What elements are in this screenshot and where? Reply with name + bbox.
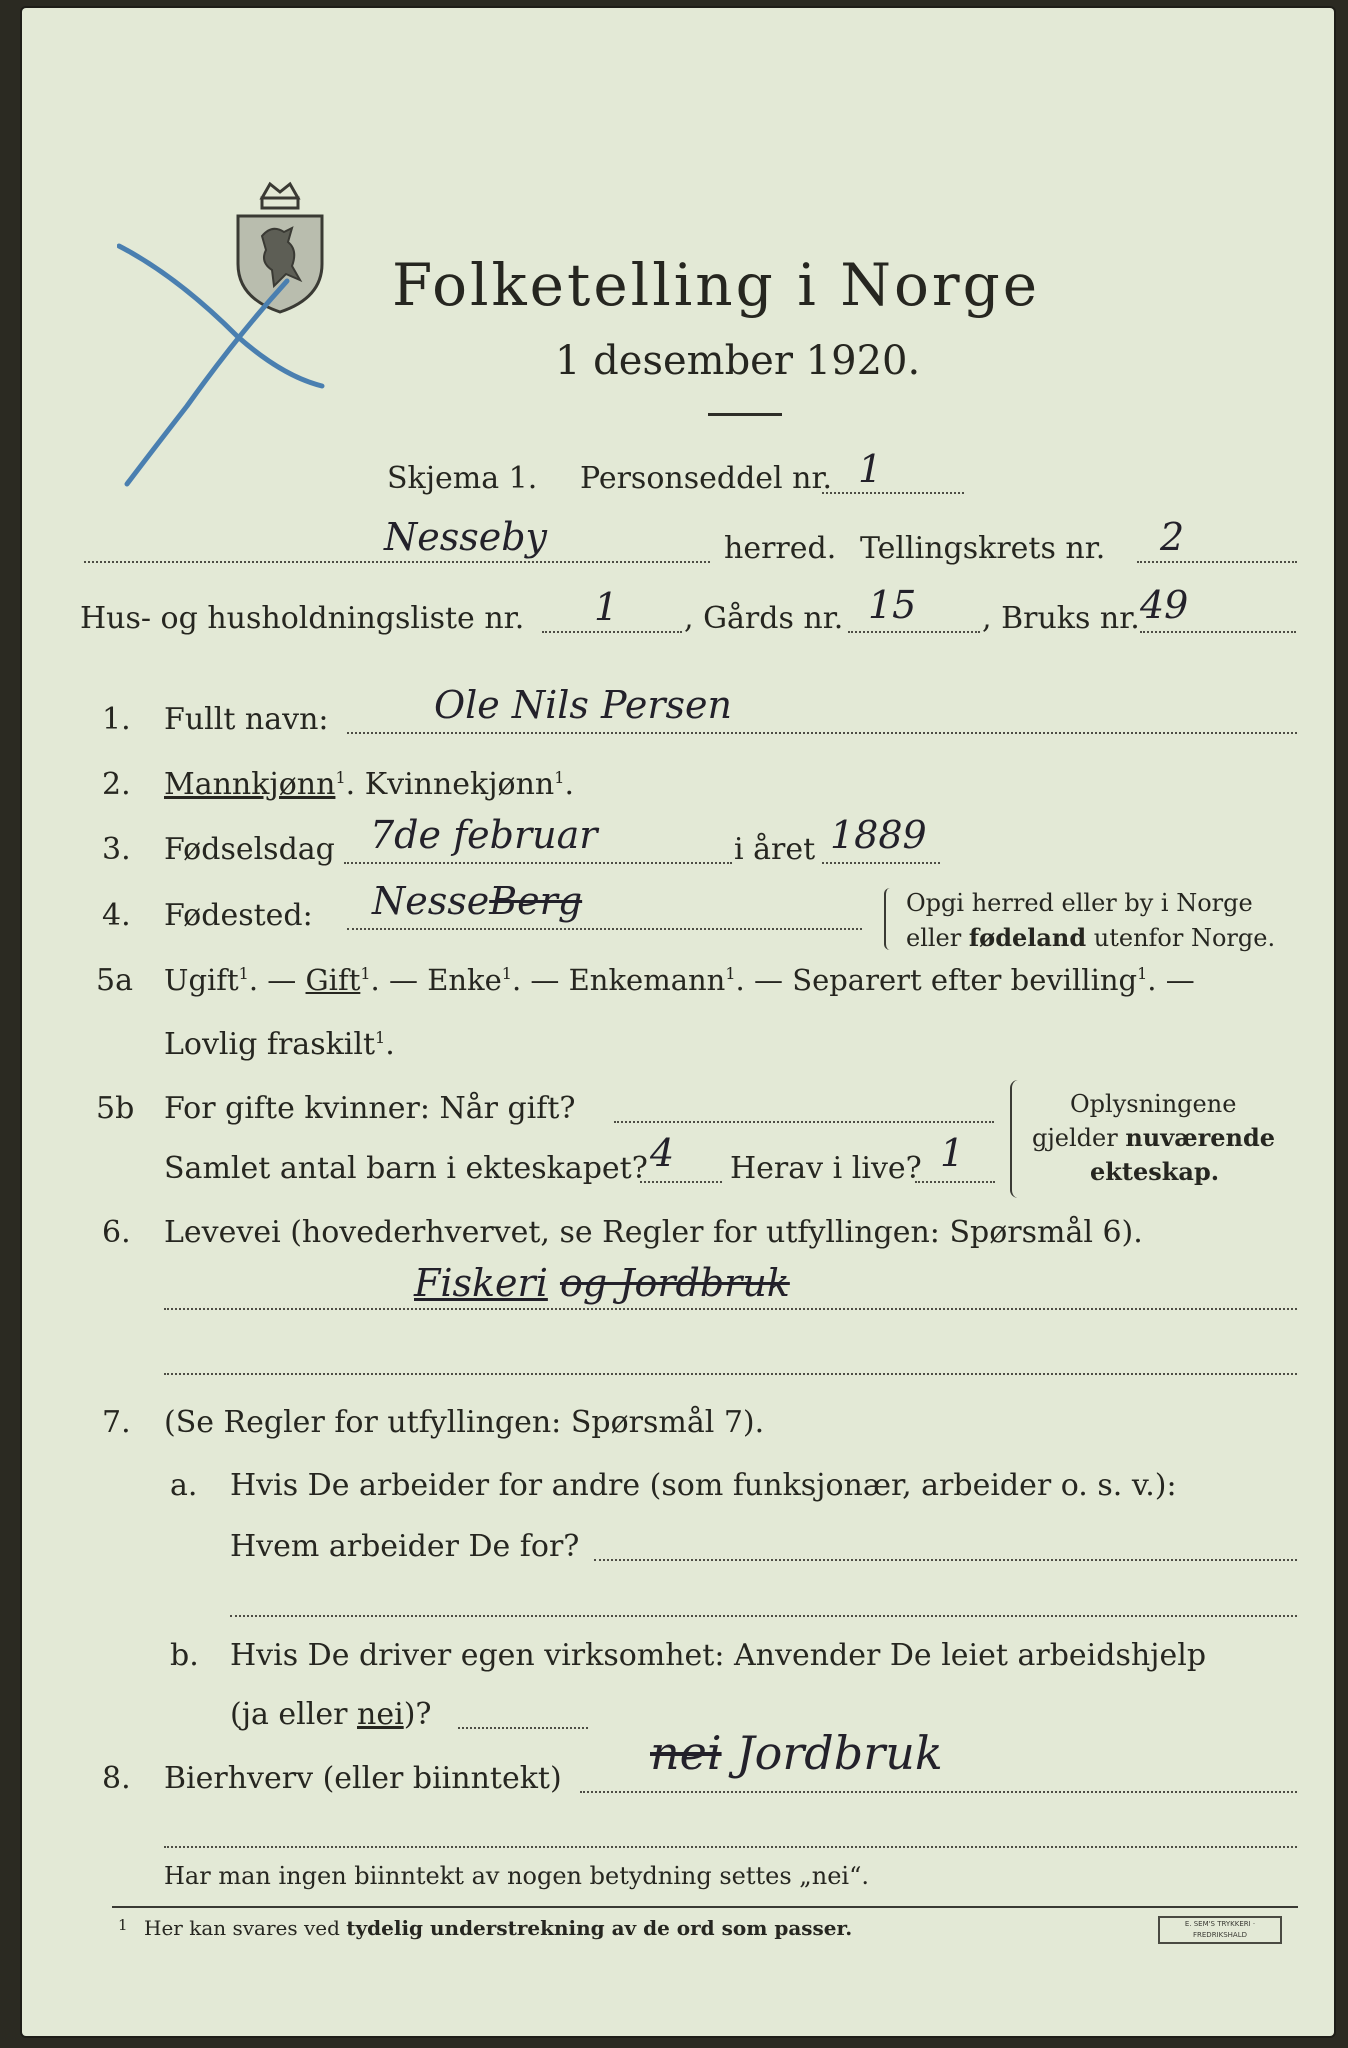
hus-field[interactable]	[542, 631, 682, 633]
form-title: Folketelling i Norge	[392, 251, 1041, 319]
q5b-label: For gifte kvinner: Når gift?	[164, 1091, 576, 1126]
title-rule	[708, 413, 782, 416]
q5a-enke-option[interactable]: Enke	[427, 963, 502, 997]
q7b-letter: b.	[170, 1638, 199, 1673]
hus-label: Hus- og husholdningsliste nr.	[80, 601, 525, 636]
personseddel-value: 1	[858, 447, 883, 491]
q5a-fraskilt-line: Lovlig fraskilt$^1$.	[164, 1027, 395, 1062]
q5a-enkemann-option[interactable]: Enkemann	[568, 963, 726, 997]
q1-label: Fullt navn:	[164, 702, 329, 737]
q4-number: 4.	[102, 898, 131, 933]
q5b-note-line1: Oplysningene	[1070, 1090, 1237, 1118]
q8-label: Bierhverv (eller biinntekt)	[164, 1761, 562, 1796]
q4-field[interactable]	[347, 928, 862, 930]
q6-label: Levevei (hovederhvervet, se Regler for utfyllingen: Spørsmål 6).	[164, 1215, 1143, 1250]
q5b-married-field[interactable]	[614, 1121, 994, 1123]
form-date: 1 desember 1920.	[555, 338, 921, 384]
q5b-live-label: Herav i live?	[730, 1151, 922, 1186]
q5b-note-brace	[1010, 1080, 1022, 1198]
q2-number: 2.	[102, 767, 131, 802]
q8-field-1[interactable]	[580, 1791, 1297, 1793]
q7a-sub-label: Hvem arbeider De for?	[230, 1529, 580, 1564]
q7b-label: Hvis De driver egen virksomhet: Anvender De leiet arbeidshjelp	[230, 1638, 1207, 1673]
hus-value: 1	[594, 585, 619, 629]
q5a-gift-option[interactable]: Gift	[305, 963, 361, 997]
q1-field[interactable]	[347, 732, 1297, 734]
q7-number: 7.	[102, 1405, 131, 1440]
q5a-fraskilt-option[interactable]: Lovlig fraskilt	[164, 1027, 376, 1062]
q1-value: Ole Nils Persen	[434, 683, 732, 727]
q7a-label: Hvis De arbeider for andre (som funksjonær, arbeider o. s. v.):	[230, 1468, 1177, 1503]
q4-note-line2: eller fødeland utenfor Norge.	[906, 923, 1276, 952]
q3-year-field[interactable]	[822, 862, 940, 864]
skjema-label: Skjema 1.	[387, 461, 538, 496]
q7-label: (Se Regler for utfyllingen: Spørsmål 7).	[164, 1405, 765, 1440]
q6-field-1[interactable]	[164, 1308, 1297, 1310]
q5a-options: Ugift$^1$. — Gift$^1$. — Enke$^1$. — Enkemann$^1$. — Separert efter bevilling$^1$. —	[164, 963, 1195, 997]
footer-rule	[112, 1906, 1298, 1908]
q6-number: 6.	[102, 1215, 131, 1250]
q5b-barn-label: Samlet antal barn i ekteskapet?	[164, 1151, 648, 1186]
biinntekt-note: Har man ingen biinntekt av nogen betydning settes „nei“.	[164, 1862, 869, 1890]
herred-label: herred.	[724, 531, 837, 566]
q2-female-option[interactable]: Kvinnekjønn	[364, 767, 555, 802]
personseddel-field[interactable]	[822, 492, 964, 494]
bruks-value: 49	[1140, 583, 1189, 627]
q7b-sub-label: (ja eller nei)?	[230, 1697, 432, 1732]
printer-stamp: E. SEM'S TRYKKERI · FREDRIKSHALD	[1158, 1916, 1282, 1944]
q4-note-brace	[884, 888, 896, 950]
q8-value: nei Jordbruk	[650, 1726, 943, 1780]
gards-label: , Gårds nr.	[684, 601, 844, 636]
q8-field-2[interactable]	[164, 1846, 1297, 1848]
census-form-page	[22, 8, 1334, 2036]
q7a-letter: a.	[170, 1468, 198, 1503]
q3-label: Fødselsdag	[164, 832, 335, 867]
q5b-barn-field[interactable]	[640, 1181, 722, 1183]
q5b-note-line3: ekteskap.	[1090, 1157, 1220, 1186]
tellingskrets-label: Tellingskrets nr.	[860, 531, 1106, 566]
q5b-note-line2: gjelder nuværende	[1032, 1123, 1276, 1152]
q3-year-value: 1889	[830, 813, 927, 857]
q5b-number: 5b	[96, 1091, 135, 1126]
herred-value: Nesseby	[384, 515, 548, 559]
q3-year-label: i året	[734, 832, 816, 867]
footnote-text: Her kan svares ved tydelig understrekning av de ord som passer.	[144, 1916, 853, 1940]
q5a-number: 5a	[96, 963, 133, 998]
q3-value: 7de februar	[370, 813, 598, 857]
q6-field-2[interactable]	[164, 1373, 1297, 1375]
q5b-barn-value: 4	[650, 1131, 675, 1175]
q7b-field[interactable]	[458, 1727, 588, 1729]
q5a-separert-option[interactable]: Separert efter bevilling	[792, 963, 1138, 997]
tellingskrets-value: 2	[1160, 515, 1185, 559]
q7a-field-1[interactable]	[594, 1559, 1297, 1561]
bruks-label: , Bruks nr.	[982, 601, 1140, 636]
q7a-field-2[interactable]	[230, 1615, 1297, 1617]
herred-field[interactable]	[84, 561, 710, 563]
footnote-number: 1	[118, 1916, 128, 1934]
personseddel-label: Personseddel nr.	[580, 461, 833, 496]
blue-cross-mark	[117, 236, 327, 491]
q5b-live-value: 1	[940, 1131, 965, 1175]
q8-number: 8.	[102, 1761, 131, 1796]
q4-note-line1: Opgi herred eller by i Norge	[906, 889, 1253, 917]
q6-value: Fiskeri og Jordbruk	[414, 1261, 790, 1305]
q3-field[interactable]	[344, 862, 732, 864]
gards-field[interactable]	[848, 631, 980, 633]
q4-value: NesseBerg	[372, 879, 583, 923]
q4-label: Fødested:	[164, 898, 313, 933]
q1-number: 1.	[102, 702, 131, 737]
bruks-field[interactable]	[1140, 631, 1296, 633]
tellingskrets-field[interactable]	[1137, 561, 1297, 563]
q3-number: 3.	[102, 832, 131, 867]
q5a-ugift-option[interactable]: Ugift	[164, 963, 239, 997]
q5b-live-field[interactable]	[915, 1181, 995, 1183]
gards-value: 15	[868, 583, 917, 627]
q2-male-option[interactable]: Mannkjønn	[164, 767, 336, 802]
q2-options: Mannkjønn$^1$. Kvinnekjønn$^1$.	[164, 767, 574, 802]
